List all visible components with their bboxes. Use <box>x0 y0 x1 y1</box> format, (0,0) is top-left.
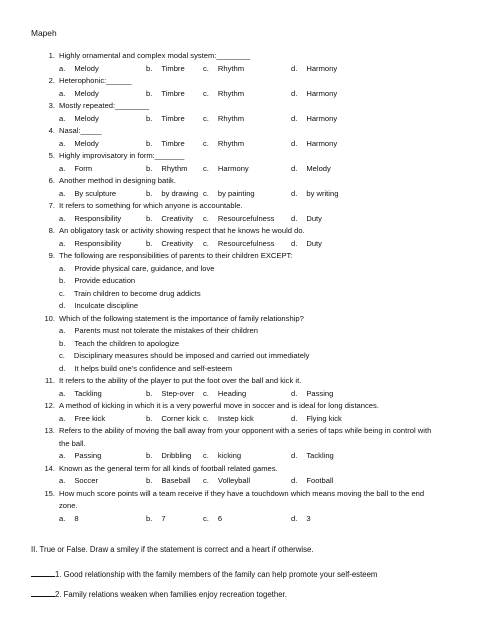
choice-text: Harmony <box>306 88 338 98</box>
choice-letter: d. <box>291 413 298 423</box>
choice-letter: b. <box>146 163 153 173</box>
choices-row <box>0 138 495 151</box>
choice-text: Football <box>306 476 334 485</box>
choice-letter: a. <box>59 476 66 485</box>
question-line <box>0 400 495 413</box>
choice-letter: a. <box>59 138 66 148</box>
choice-option <box>59 275 135 288</box>
choice-option[interactable] <box>291 513 311 526</box>
question-number: 14. <box>44 463 55 473</box>
choice-option[interactable] <box>146 138 185 151</box>
choice-text: Heading <box>217 388 247 398</box>
choice-option[interactable] <box>203 513 222 526</box>
choice-option[interactable] <box>203 238 274 251</box>
choice-letter: b. <box>146 476 153 485</box>
choice-letter: c. <box>203 413 209 423</box>
question-text: An obligatory task or activity showing respect that he knows he would do. <box>59 226 305 235</box>
choice-option[interactable] <box>146 450 191 463</box>
choice-letter: c. <box>203 451 209 460</box>
question-text-cont: zone. <box>59 501 78 510</box>
choice-text: Tackling <box>74 388 102 398</box>
choice-letter: b. <box>146 88 153 98</box>
question-line <box>0 425 495 438</box>
choice-text: Flying kick <box>306 413 342 423</box>
choice-option[interactable] <box>203 475 250 488</box>
choice-option[interactable] <box>59 88 99 101</box>
choice-text: Timbre <box>161 88 185 98</box>
choice-option[interactable] <box>59 238 121 251</box>
choice-option[interactable] <box>59 513 79 526</box>
choices-row <box>0 113 495 126</box>
choice-text: By sculpture <box>74 188 117 198</box>
choice-option[interactable] <box>146 388 194 401</box>
choice-text: It helps build one’s confidence and self-esteem <box>74 363 233 373</box>
choice-option[interactable] <box>59 413 105 426</box>
choice-letter: a. <box>59 388 66 398</box>
choice-option[interactable] <box>59 213 121 226</box>
choice-letter: c. <box>59 351 65 360</box>
choice-text: Baseball <box>161 476 191 485</box>
choice-letter: d. <box>291 163 298 173</box>
choice-text: by drawing <box>161 188 199 198</box>
choice-text: Melody <box>74 88 99 98</box>
question-line <box>0 175 495 188</box>
choice-option[interactable] <box>59 163 92 176</box>
question-number: 11. <box>45 376 55 385</box>
choice-option[interactable] <box>146 238 193 251</box>
choice-letter: c. <box>203 88 209 98</box>
page-title: Mapeh <box>31 28 57 38</box>
choice-letter: a. <box>59 451 66 460</box>
question-text: Known as the general term for all kinds of football related games. <box>59 463 278 473</box>
choice-letter: a. <box>59 263 66 273</box>
question-number: 10. <box>44 313 55 323</box>
choice-option[interactable] <box>291 413 342 426</box>
choice-text: Resourcefulness <box>217 213 275 223</box>
choice-text: Provide physical care, guidance, and love <box>74 263 215 273</box>
choice-option[interactable] <box>59 388 102 401</box>
choice-letter: b. <box>146 513 153 523</box>
choice-letter: d. <box>291 213 298 223</box>
choice-text: Resourcefulness <box>217 238 275 248</box>
question-line <box>0 250 495 263</box>
choice-text: Step-over <box>161 388 195 398</box>
choices-row <box>0 513 495 526</box>
choice-letter: d. <box>291 513 298 523</box>
choice-text: Teach the children to apologize <box>74 338 180 348</box>
choice-letter: a. <box>59 163 66 173</box>
choice-list-item[interactable] <box>0 275 495 288</box>
choice-option[interactable] <box>59 138 99 151</box>
answer-blank[interactable] <box>31 568 55 577</box>
question-line <box>0 150 495 163</box>
choice-letter: b. <box>146 138 153 148</box>
section-2-instructions: II. True or False. Draw a smiley if the statement is correct and a heart if otherwise. <box>31 545 314 554</box>
choice-letter: d. <box>291 238 298 248</box>
question-line <box>0 100 495 113</box>
question-number: 1. <box>48 51 55 60</box>
question-text: Heterophonic:______ <box>59 76 132 85</box>
choice-text: Creativity <box>161 213 193 223</box>
choice-list-item[interactable] <box>0 325 495 338</box>
choice-option[interactable] <box>291 113 337 126</box>
choice-option <box>59 363 232 376</box>
choice-option[interactable] <box>59 63 99 76</box>
question-line <box>0 225 495 238</box>
choice-letter: b. <box>146 213 153 223</box>
choice-option[interactable] <box>146 413 200 426</box>
choice-text: Timbre <box>161 63 185 73</box>
choice-letter: c. <box>203 163 209 173</box>
question-number: 3. <box>48 101 55 110</box>
question-text: The following are responsibilities of parents to their children EXCEPT: <box>59 251 293 260</box>
question-number: 8. <box>48 226 55 235</box>
question-text: Refers to the ability of moving the ball away from your opponent with a series of taps while being in control with <box>59 426 432 435</box>
choice-option[interactable] <box>203 138 244 151</box>
choice-letter: d. <box>291 451 298 460</box>
question-text: Another method in designing batik. <box>59 176 176 185</box>
choice-text: Harmony <box>217 163 249 173</box>
choices-row <box>0 450 495 463</box>
choice-option <box>59 350 309 363</box>
choice-option[interactable] <box>203 88 244 101</box>
question-text: It refers to the ability of the player to put the foot over the ball and kick it. <box>59 376 302 385</box>
choice-text: Disciplinary measures should be imposed and carried out immediately <box>73 351 310 360</box>
choice-option[interactable] <box>59 450 101 463</box>
choice-letter: c. <box>59 288 65 298</box>
choice-letter: a. <box>59 113 66 123</box>
choice-letter: b. <box>59 276 66 285</box>
choice-text: Passing <box>74 451 102 460</box>
choices-row <box>0 413 495 426</box>
choice-text: Rhythm <box>217 113 245 123</box>
choice-letter: b. <box>146 238 153 248</box>
choice-option[interactable] <box>146 63 185 76</box>
choices-row <box>0 188 495 201</box>
quiz-questions <box>0 50 495 525</box>
choice-text: Soccer <box>74 476 98 485</box>
question-text: Mostly repeated:________ <box>59 101 149 110</box>
choice-letter: c. <box>203 138 209 148</box>
choice-letter: d. <box>291 388 298 398</box>
choice-letter: a. <box>59 88 66 98</box>
choice-letter: a. <box>59 326 66 335</box>
choice-letter: a. <box>59 413 66 423</box>
question-line <box>0 75 495 88</box>
choice-text: Melody <box>74 113 99 123</box>
choice-text: Responsibility <box>74 213 122 223</box>
choice-option[interactable] <box>291 450 334 463</box>
choice-text: Corner kick <box>161 413 200 423</box>
choice-letter: a. <box>59 188 66 198</box>
choice-option[interactable] <box>291 163 331 176</box>
choice-text: Harmony <box>306 113 338 123</box>
choice-text: Passing <box>306 388 334 398</box>
choice-text: Provide education <box>74 276 136 285</box>
choice-text: Harmony <box>306 138 338 148</box>
choice-letter: a. <box>59 213 66 223</box>
choice-option <box>59 338 179 351</box>
choice-text: Train children to become drug addicts <box>73 288 201 298</box>
question-line <box>0 200 495 213</box>
question-text: It refers to something for which anyone is accountable. <box>59 201 243 210</box>
choice-text: Rhythm <box>217 138 245 148</box>
question-line <box>0 313 495 326</box>
choice-letter: d. <box>291 88 298 98</box>
question-number: 12. <box>44 401 55 410</box>
choice-text: 6 <box>217 513 223 523</box>
choice-letter: d. <box>291 188 298 198</box>
choice-text: Rhythm <box>217 88 245 98</box>
choice-letter: d. <box>291 476 298 485</box>
choice-text: by painting <box>217 188 255 198</box>
choice-text: 3 <box>306 513 311 523</box>
question-number: 13. <box>44 426 55 435</box>
choice-option[interactable] <box>146 213 193 226</box>
choice-letter: c. <box>203 476 209 485</box>
question-text: Highly improvisatory in form:_______ <box>59 151 185 160</box>
choice-option[interactable] <box>203 163 249 176</box>
choice-option[interactable] <box>146 163 188 176</box>
choice-text: Duty <box>306 238 322 248</box>
question-number: 5. <box>48 151 55 160</box>
choice-letter: d. <box>291 113 298 123</box>
choice-option[interactable] <box>203 450 241 463</box>
choice-option <box>59 263 215 276</box>
choice-list-item[interactable] <box>0 338 495 351</box>
choice-text: Timbre <box>161 113 185 123</box>
choice-text: Volleyball <box>217 476 251 485</box>
choice-letter: c. <box>203 113 209 123</box>
choice-text: Timbre <box>161 138 185 148</box>
choice-option[interactable] <box>146 513 166 526</box>
choice-option[interactable] <box>59 188 116 201</box>
question-text: Which of the following statement is the importance of family relationship? <box>59 313 304 323</box>
choices-row <box>0 213 495 226</box>
choice-option[interactable] <box>146 475 190 488</box>
choices-row <box>0 63 495 76</box>
choice-text: Melody <box>74 138 99 148</box>
choice-text: Inculcate discipline <box>74 301 139 310</box>
choice-letter: a. <box>59 63 66 73</box>
choice-option[interactable] <box>203 413 254 426</box>
choice-text: Parents must not tolerate the mistakes of their children <box>74 326 258 335</box>
choices-row <box>0 475 495 488</box>
question-continuation <box>0 500 495 513</box>
choice-text: Rhythm <box>217 63 245 73</box>
choice-text: 8 <box>74 513 79 523</box>
choice-letter: b. <box>146 188 153 198</box>
choice-option[interactable] <box>203 388 246 401</box>
choice-text: Dribbling <box>161 451 192 460</box>
choice-letter: d. <box>291 63 298 73</box>
question-line <box>0 50 495 63</box>
choice-text: Harmony <box>306 63 338 73</box>
choice-letter: c. <box>203 388 209 398</box>
choice-option[interactable] <box>203 63 244 76</box>
question-line <box>0 463 495 476</box>
choice-option <box>59 325 258 338</box>
choice-text: kicking <box>217 451 242 460</box>
choice-text: Melody <box>74 63 99 73</box>
choice-letter: b. <box>146 413 153 423</box>
choice-letter: b. <box>146 113 153 123</box>
choice-letter: b. <box>146 388 153 398</box>
choice-text: Rhythm <box>161 163 188 173</box>
question-number: 4. <box>48 126 55 135</box>
choice-option[interactable] <box>291 188 338 201</box>
question-text: Highly ornamental and complex modal system:________ <box>59 51 251 60</box>
choice-text: Melody <box>306 163 331 173</box>
choice-list-item[interactable] <box>0 350 495 363</box>
choices-row <box>0 88 495 101</box>
choice-list-item[interactable] <box>0 288 495 301</box>
question-text: Nasal:_____ <box>59 126 102 135</box>
choice-letter: a. <box>59 513 66 523</box>
choice-option[interactable] <box>291 63 337 76</box>
answer-blank[interactable] <box>31 588 55 597</box>
choice-text: by writing <box>306 188 339 198</box>
choice-option[interactable] <box>291 475 333 488</box>
true-false-item: 1. Good relationship with the family members of the family can help promote your self-esteem <box>31 568 377 579</box>
question-text: How much score points will a team receive if they have a touchdown which means moving the ball to the end <box>59 488 425 498</box>
question-number: 6. <box>48 176 55 185</box>
choice-letter: a. <box>59 238 66 248</box>
question-text: A method of kicking in which it is a very powerful move in soccer and is ideal for long distances. <box>59 401 379 410</box>
question-continuation <box>0 438 495 451</box>
choices-row <box>0 388 495 401</box>
choice-option[interactable] <box>291 238 322 251</box>
choice-option[interactable] <box>203 188 255 201</box>
choice-letter: d. <box>59 363 66 373</box>
choice-letter: b. <box>146 451 153 460</box>
choice-text: 7 <box>161 513 166 523</box>
question-number: 9. <box>48 251 55 260</box>
question-number: 7. <box>48 201 55 210</box>
choice-option[interactable] <box>291 88 337 101</box>
question-text-cont: the ball. <box>59 438 86 448</box>
choice-letter: c. <box>203 213 209 223</box>
choice-option[interactable] <box>203 213 274 226</box>
question-number: 2. <box>48 76 55 85</box>
choice-text: Instep kick <box>217 413 254 423</box>
choice-text: Tackling <box>306 451 334 460</box>
question-line <box>0 488 495 501</box>
choice-letter: c. <box>203 238 209 248</box>
choice-option[interactable] <box>291 213 322 226</box>
choice-letter: c. <box>203 188 209 198</box>
choice-letter: c. <box>203 513 209 523</box>
choice-letter: b. <box>146 63 153 73</box>
choice-option[interactable] <box>203 113 244 126</box>
choice-text: Form <box>74 163 93 173</box>
choice-text: Creativity <box>161 238 193 248</box>
question-line <box>0 125 495 138</box>
true-false-item: 2. Family relations weaken when families enjoy recreation together. <box>31 588 287 599</box>
choice-letter: d. <box>291 138 298 148</box>
choice-option[interactable] <box>59 113 99 126</box>
choice-option[interactable] <box>291 388 333 401</box>
choice-text: Free kick <box>74 413 106 423</box>
choice-option <box>59 300 138 313</box>
choice-list-item[interactable] <box>0 363 495 376</box>
choices-row <box>0 238 495 251</box>
choice-option[interactable] <box>59 475 98 488</box>
choice-option[interactable] <box>146 188 198 201</box>
choice-text: Responsibility <box>74 238 122 248</box>
choice-option[interactable] <box>291 138 337 151</box>
choice-letter: c. <box>203 63 209 73</box>
choice-letter: b. <box>59 338 66 348</box>
choices-row <box>0 163 495 176</box>
choice-letter: d. <box>59 301 66 310</box>
choice-option[interactable] <box>146 88 185 101</box>
question-number: 15. <box>44 488 55 498</box>
choice-list-item[interactable] <box>0 300 495 313</box>
choice-text: Duty <box>306 213 322 223</box>
choice-option[interactable] <box>146 113 185 126</box>
question-line <box>0 375 495 388</box>
choice-option <box>59 288 201 301</box>
choice-list-item[interactable] <box>0 263 495 276</box>
